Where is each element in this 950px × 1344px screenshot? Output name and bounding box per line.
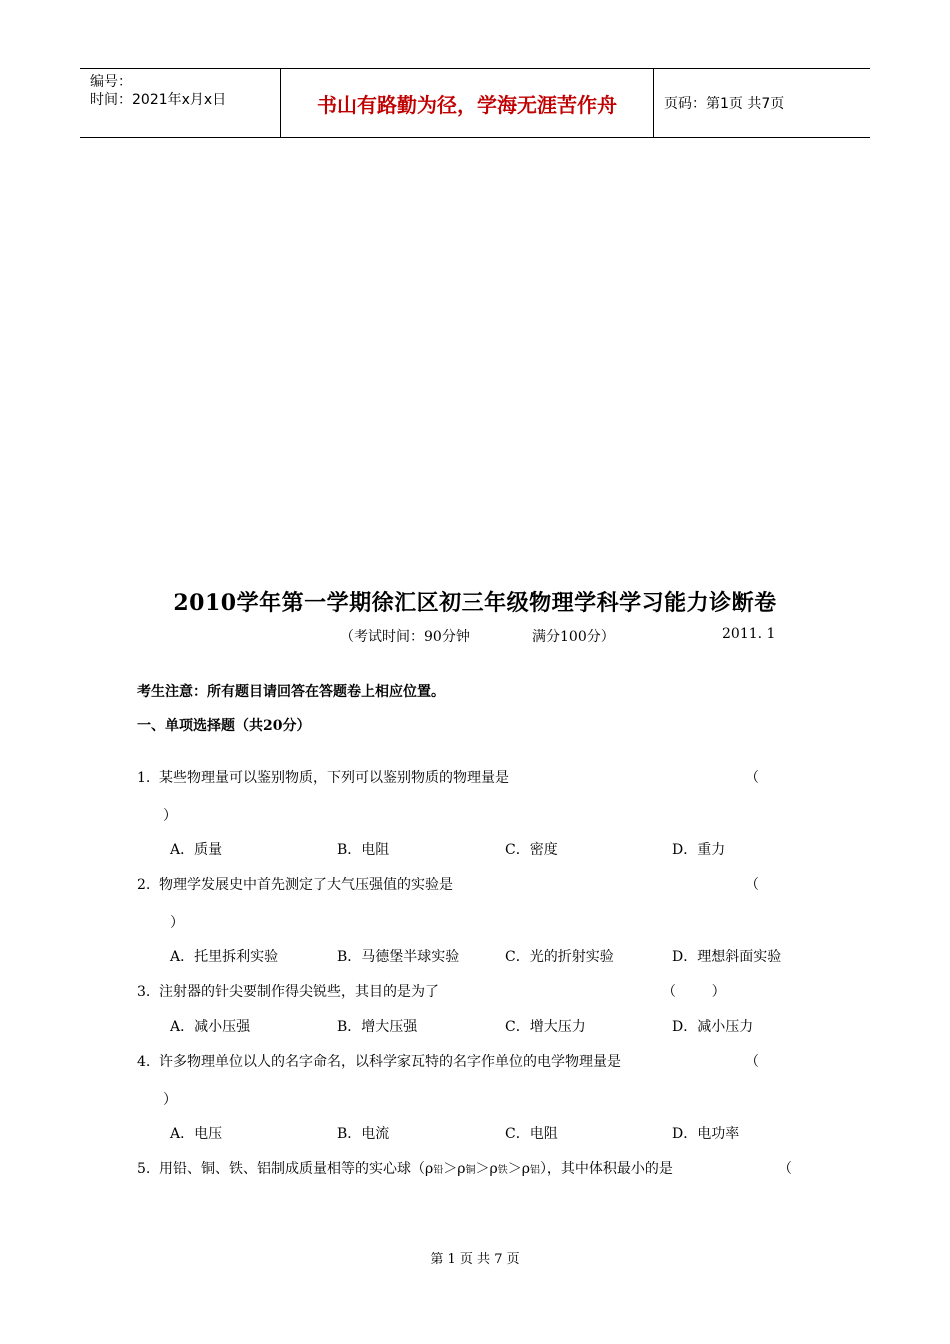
candidate-note: 考生注意：所有题目请回答在答题卷上相应位置。: [137, 684, 445, 700]
time-label: 时间：2021年x月x日: [90, 92, 227, 108]
subscript-lead: 铅: [433, 1165, 444, 1176]
option-b: B．增大压强: [337, 1019, 418, 1035]
question-number: 3.: [137, 984, 151, 1000]
option-c: C．电阻: [505, 1126, 558, 1142]
page-footer: 第 1 页 共 7 页: [430, 1252, 520, 1267]
question-2: [137, 874, 453, 894]
option-b: B．电阻: [337, 842, 390, 858]
question-number: 2.: [137, 877, 151, 893]
option-a: A．减小压强: [170, 1019, 251, 1035]
option-c: C．光的折射实验: [505, 949, 614, 965]
answer-paren-open: （: [745, 770, 759, 786]
section-heading: 一、单项选择题（共20分）: [137, 718, 311, 734]
question-text-part2: ），其中体积最小的是: [539, 1161, 673, 1177]
option-d: D．重力: [672, 842, 726, 858]
exam-date: 2011. 1: [722, 626, 776, 642]
density-symbol: ρ: [425, 1161, 434, 1177]
option-d: D．减小压力: [672, 1019, 754, 1035]
question-1: [137, 767, 509, 787]
option-d: D．电功率: [672, 1126, 740, 1142]
exam-title: 2010学年第一学期徐汇区初三年级物理学科学习能力诊断卷: [173, 590, 777, 616]
subscript-aluminum: 铝: [529, 1165, 540, 1176]
question-text: 物理学发展史中首先测定了大气压强值的实验是: [159, 877, 453, 893]
density-symbol: ρ: [489, 1161, 498, 1177]
header-left-cell: [80, 69, 280, 137]
question-text-part1: 用铅、铜、铁、铝制成质量相等的实心球（: [159, 1161, 425, 1177]
answer-paren-open: （: [745, 1054, 759, 1070]
question-text: 注射器的针尖要制作得尖锐些，其目的是为了: [159, 984, 439, 1000]
question-3: [137, 981, 439, 1001]
greater-than: ＞: [443, 1161, 458, 1177]
greater-than: ＞: [475, 1161, 490, 1177]
number-label: 编号：: [90, 74, 132, 90]
answer-paren-close: ）: [163, 808, 177, 824]
header-table: [80, 68, 870, 138]
option-c: C．密度: [505, 842, 558, 858]
option-b: B．电流: [337, 1126, 390, 1142]
answer-paren-close: ）: [170, 915, 184, 931]
option-a: A．质量: [170, 842, 223, 858]
option-a: A．托里拆利实验: [170, 949, 279, 965]
page-info: 页码：第1页 共7页: [664, 96, 785, 112]
question-4: [137, 1051, 621, 1071]
density-symbol: ρ: [457, 1161, 466, 1177]
question-5: [137, 1158, 673, 1178]
answer-paren-open: （: [745, 877, 759, 893]
question-text: 某些物理量可以鉴别物质，下列可以鉴别物质的物理量是: [159, 770, 509, 786]
question-number: 1.: [137, 770, 151, 786]
question-text: 许多物理单位以人的名字命名，以科学家瓦特的名字作单位的电学物理量是: [159, 1054, 621, 1070]
option-c: C．增大压力: [505, 1019, 586, 1035]
option-b: B．马德堡半球实验: [337, 949, 460, 965]
answer-paren-close: ）: [163, 1092, 177, 1108]
question-number: 4.: [137, 1054, 151, 1070]
subscript-copper: 铜: [465, 1165, 476, 1176]
exam-score: 满分100分）: [532, 629, 615, 645]
option-a: A．电压: [170, 1126, 223, 1142]
motto: 书山有路勤为径，学海无涯苦作舟: [280, 69, 654, 137]
answer-paren: （ ）: [662, 984, 726, 1000]
option-d: D．理想斜面实验: [672, 949, 782, 965]
question-number: 5.: [137, 1161, 151, 1177]
greater-than: ＞: [507, 1161, 522, 1177]
density-symbol: ρ: [521, 1161, 530, 1177]
subscript-iron: 铁: [497, 1165, 508, 1176]
answer-paren-open: （: [778, 1161, 792, 1177]
exam-duration: （考试时间：90分钟: [340, 629, 470, 645]
